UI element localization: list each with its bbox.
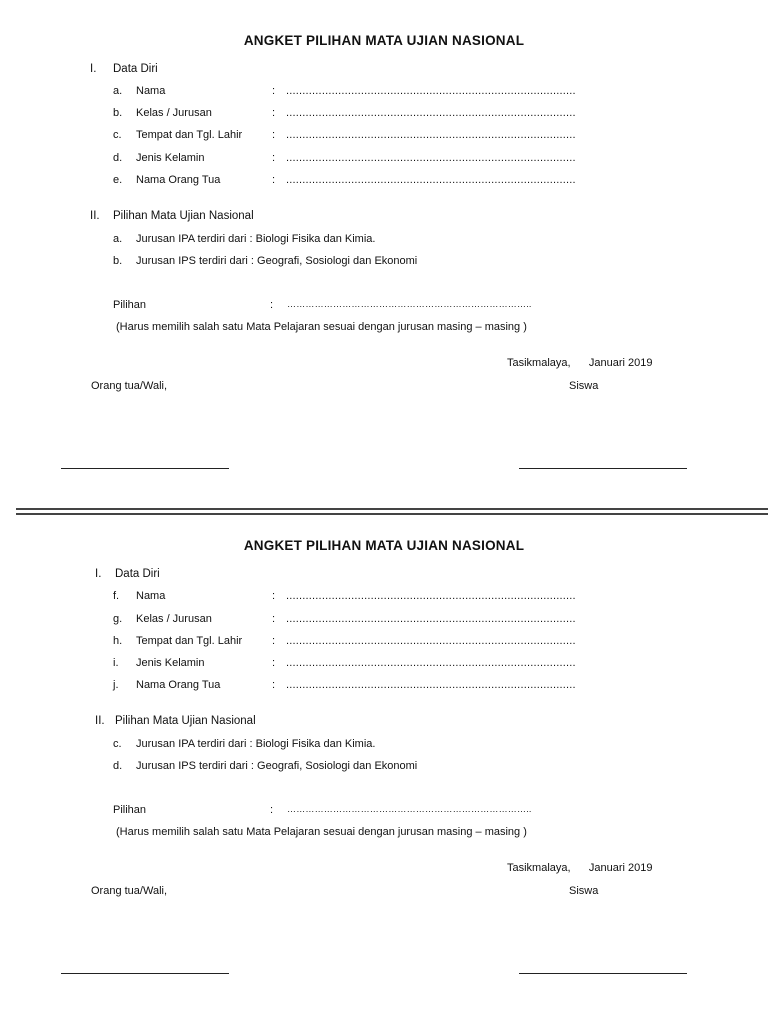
option-ips: Jurusan IPS terdiri dari : Geografi, Sosiologi dan Ekonomi [136, 760, 418, 772]
pilihan-label: Pilihan [113, 804, 147, 816]
field-colon: : [272, 613, 276, 625]
field-input-kelas[interactable]: ......................................................................................... [286, 613, 576, 625]
field-colon: : [272, 590, 276, 602]
student-signature-line[interactable] [519, 973, 687, 974]
option-letter: d. [113, 760, 123, 772]
field-input-nama-orang-tua[interactable]: ......................................................................................... [286, 174, 576, 186]
field-label-jenis-kelamin: Jenis Kelamin [136, 152, 205, 164]
form-title: ANGKET PILIHAN MATA UJIAN NASIONAL [243, 33, 525, 48]
option-letter: b. [113, 255, 123, 267]
field-letter: h. [113, 635, 123, 647]
option-ipa: Jurusan IPA terdiri dari : Biologi Fisika dan Kimia. [136, 233, 376, 245]
field-letter: g. [113, 613, 123, 625]
field-input-nama-orang-tua[interactable]: ......................................................................................... [286, 679, 576, 691]
field-label-nama: Nama [136, 590, 166, 602]
field-colon: : [272, 129, 276, 141]
option-letter: c. [113, 738, 122, 750]
place-date: Tasikmalaya, Januari 2019 [507, 862, 653, 874]
field-label-ttl: Tempat dan Tgl. Lahir [136, 635, 243, 647]
guardian-label: Orang tua/Wali, [91, 380, 168, 392]
field-label-nama: Nama [136, 85, 166, 97]
option-ipa: Jurusan IPA terdiri dari : Biologi Fisika dan Kimia. [136, 738, 376, 750]
guardian-signature-line[interactable] [61, 468, 229, 469]
field-colon: : [272, 107, 276, 119]
field-letter: d. [113, 152, 123, 164]
option-ips: Jurusan IPS terdiri dari : Geografi, Sosiologi dan Ekonomi [136, 255, 418, 267]
form-title: ANGKET PILIHAN MATA UJIAN NASIONAL [243, 538, 525, 553]
field-letter: b. [113, 107, 123, 119]
field-colon: : [272, 174, 276, 186]
field-colon: : [272, 635, 276, 647]
field-input-kelas[interactable]: ......................................................................................... [286, 107, 576, 119]
field-letter: f. [113, 590, 120, 602]
section-title-data-diri: Data Diri [113, 63, 158, 75]
field-letter: i. [113, 657, 119, 669]
field-label-ttl: Tempat dan Tgl. Lahir [136, 129, 243, 141]
pilihan-colon: : [270, 804, 274, 816]
section-number: I. [95, 568, 102, 580]
pilihan-input[interactable]: …………………………………………………………………….. [287, 804, 532, 814]
note-text: (Harus memilih salah satu Mata Pelajaran sesuai dengan jurusan masing – masing ) [116, 321, 527, 333]
section-title-pilihan: Pilihan Mata Ujian Nasional [113, 210, 254, 222]
field-colon: : [272, 679, 276, 691]
field-input-ttl[interactable]: ......................................................................................... [286, 129, 576, 141]
field-input-jenis-kelamin[interactable]: ......................................................................................... [286, 152, 576, 164]
field-input-jenis-kelamin[interactable]: ......................................................................................... [286, 657, 576, 669]
field-letter: e. [113, 174, 123, 186]
option-letter: a. [113, 233, 123, 245]
field-label-kelas: Kelas / Jurusan [136, 613, 212, 625]
field-label-jenis-kelamin: Jenis Kelamin [136, 657, 205, 669]
section-title-pilihan: Pilihan Mata Ujian Nasional [115, 715, 256, 727]
student-signature-line[interactable] [519, 468, 687, 469]
section-title-data-diri: Data Diri [115, 568, 160, 580]
field-input-nama[interactable]: ......................................................................................... [286, 85, 576, 97]
field-label-nama-orang-tua: Nama Orang Tua [136, 679, 221, 691]
guardian-label: Orang tua/Wali, [91, 885, 168, 897]
note-text: (Harus memilih salah satu Mata Pelajaran sesuai dengan jurusan masing – masing ) [116, 826, 527, 838]
field-letter: c. [113, 129, 122, 141]
pilihan-label: Pilihan [113, 299, 147, 311]
field-colon: : [272, 657, 276, 669]
field-input-ttl[interactable]: ......................................................................................... [286, 635, 576, 647]
pilihan-input[interactable]: …………………………………………………………………….. [287, 299, 532, 309]
field-letter: a. [113, 85, 123, 97]
field-label-kelas: Kelas / Jurusan [136, 107, 212, 119]
field-label-nama-orang-tua: Nama Orang Tua [136, 174, 221, 186]
field-colon: : [272, 85, 276, 97]
field-colon: : [272, 152, 276, 164]
section-number: II. [90, 210, 100, 222]
student-label: Siswa [569, 380, 599, 392]
section-number: II. [95, 715, 105, 727]
field-letter: j. [113, 679, 119, 691]
form-1 [0, 0, 768, 505]
student-label: Siswa [569, 885, 599, 897]
pilihan-colon: : [270, 299, 274, 311]
form-2 [0, 505, 768, 1010]
guardian-signature-line[interactable] [61, 973, 229, 974]
place-date: Tasikmalaya, Januari 2019 [507, 357, 653, 369]
field-input-nama[interactable]: ......................................................................................... [286, 590, 576, 602]
section-number: I. [90, 63, 97, 75]
